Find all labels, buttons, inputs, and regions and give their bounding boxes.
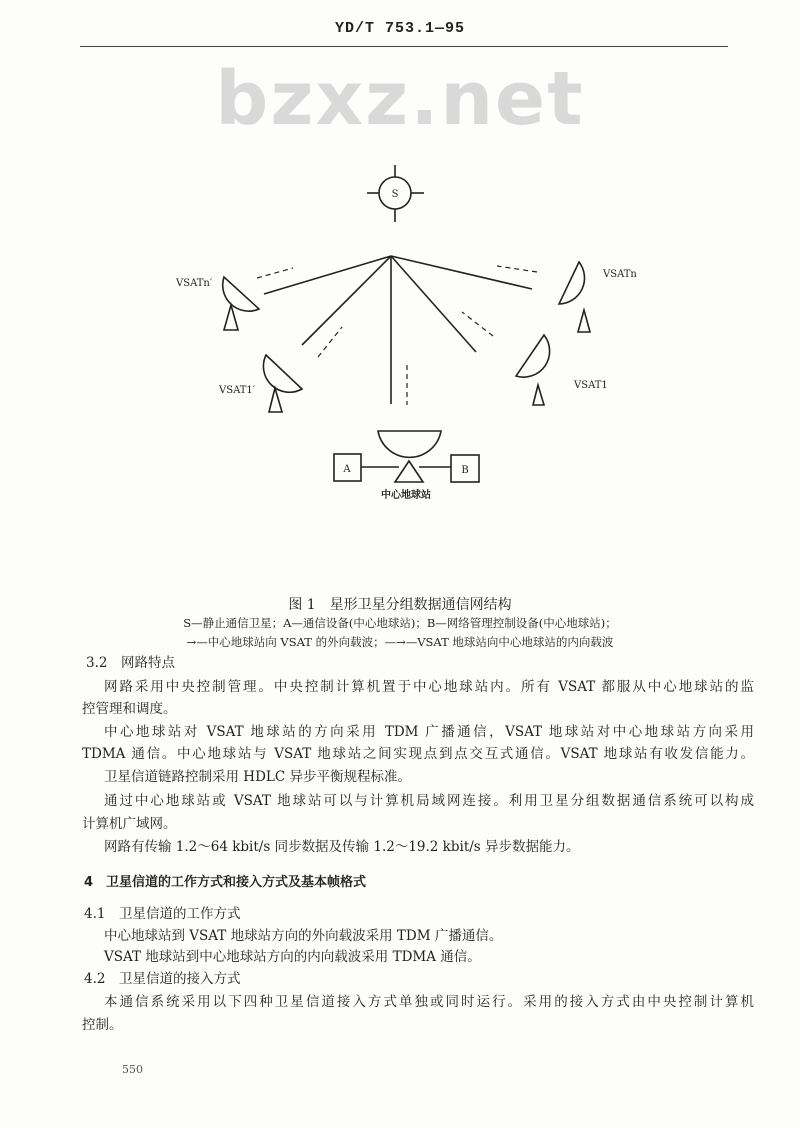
paragraph-line: 卫星信道链路控制采用 HDLC 异步平衡规程标准。 <box>104 769 411 785</box>
paragraph-line: 控管理和调度。 <box>82 701 177 717</box>
paragraph-line: 控制。 <box>82 1017 123 1033</box>
page-number: 550 <box>122 1063 143 1076</box>
vsat-1-prime-label: VSAT1′ <box>219 385 256 396</box>
paragraph-line: 网路采用中央控制管理。中央控制计算机置于中心地球站内。所有 VSAT 都服从中心地球站的监 <box>104 679 754 695</box>
paragraph-line: 通过中心地球站或 VSAT 地球站可以与计算机局域网连接。利用卫星分组数据通信系统可以构成 <box>104 793 754 809</box>
paragraph-line: TDMA 通信。中心地球站与 VSAT 地球站之间实现点到点交互式通信。VSAT 地球站有收发信能力。 <box>82 746 754 762</box>
watermark: bzxz.net <box>215 56 585 142</box>
section-3-2-heading: 3.2 网路特点 <box>86 655 175 671</box>
box-a-label: A <box>343 464 351 475</box>
vsat-1-dish-icon <box>516 335 550 405</box>
vsat-1-label: VSAT1 <box>574 380 608 391</box>
center-station-label: 中心地球站 <box>381 490 431 501</box>
satellite-icon <box>367 165 424 222</box>
paragraph-line: VSAT 地球站到中心地球站方向的内向载波采用 TDMA 通信。 <box>104 949 481 965</box>
paragraph-line: 网路有传输 1.2～64 kbit/s 同步数据及传输 1.2～19.2 kbit/s 异步数据能力。 <box>104 839 580 855</box>
center-earth-station <box>334 431 479 501</box>
paragraph-line: 计算机广域网。 <box>82 816 177 832</box>
vsat-n-label: VSATn <box>603 269 637 280</box>
box-b-label: B <box>461 465 469 476</box>
link-lines <box>257 256 537 405</box>
paragraph-line: 中心地球站对 VSAT 地球站的方向采用 TDM 广播通信，VSAT 地球站对中心地球站方向采用 <box>104 724 754 740</box>
figure-caption: 图 1 星形卫星分组数据通信网结构 <box>288 597 512 613</box>
section-4-heading: 4 卫星信道的工作方式和接入方式及基本帧格式 <box>84 875 367 890</box>
vsat-1-prime-dish-icon <box>263 355 302 412</box>
paragraph-line: 本通信系统采用以下四种卫星信道接入方式单独或同时运行。采用的接入方式由中央控制计算机 <box>104 994 754 1010</box>
paragraph-line: 中心地球站到 VSAT 地球站方向的外向载波采用 TDM 广播通信。 <box>104 928 503 944</box>
figure-legend-line-2: →—中心地球站向 VSAT 的外向载波；—→—VSAT 地球站向中心地球站的内向载波 <box>186 635 614 649</box>
figure-legend-line-1: S—静止通信卫星；A—通信设备(中心地球站)；B—网络管理控制设备(中心地球站)； <box>183 616 617 630</box>
vsat-n-dish-icon <box>559 262 590 332</box>
satellite-label: S <box>391 189 399 200</box>
section-4-1-heading: 4.1 卫星信道的工作方式 <box>84 906 241 922</box>
standard-number-header: YD/T 753.1—95 <box>334 20 466 37</box>
vsat-n-prime-label: VSATn′ <box>176 278 213 289</box>
section-4-2-heading: 4.2 卫星信道的接入方式 <box>84 971 241 987</box>
vsat-n-prime-dish-icon <box>223 277 259 330</box>
